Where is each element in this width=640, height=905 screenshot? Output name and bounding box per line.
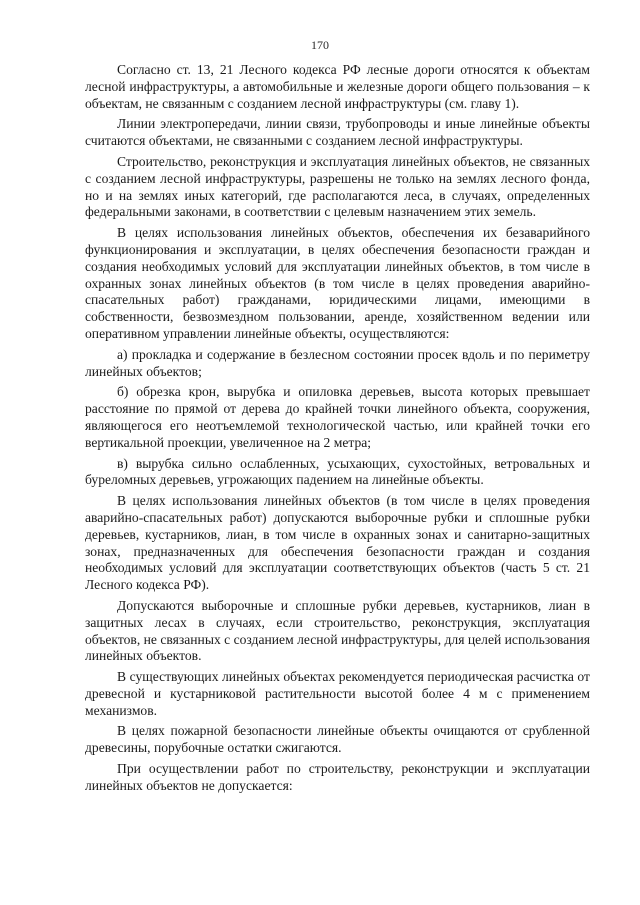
paragraph: Строительство, реконструкция и эксплуатация линейных объектов, не связанных с созданием лесной инфраструктуры, разрешены не только на землях лесного фонда, но и на землях иных категорий, где располагаются леса, в случаях, определенных федеральными законами, в соответствии с целевым назначением этих земель. bbox=[85, 153, 590, 220]
list-item: б) обрезка крон, вырубка и опиловка деревьев, высота которых превышает расстояние по прямой от дерева до крайней точки линейного объекта, сооружения, являющегося его неотъемлемой технологической частью, или крайней точки его вертикальной проекции, увеличенное на 2 метра; bbox=[85, 384, 590, 450]
page-number: 170 bbox=[311, 38, 329, 52]
list-item: в) вырубка сильно ослабленных, усыхающих, сухостойных, ветровальных и буреломных деревьев, угрожающих падением на линейные объекты. bbox=[85, 455, 590, 488]
paragraph: В целях использования линейных объектов, обеспечения их безаварийного функционирования и эксплуатации, в целях обеспечения безопасности граждан и создания необходимых условий для эксплуатации линейных объектов, в том числе в охранных зонах линейных объектов (в том числе в целях проведения аварийно-спасательных работ) гражданами, юридическими лицами, имеющими в собственности, безвозмездном пользовании, аренде, хозяйственном ведении или оперативном управлении линейные объекты, осуществляются: bbox=[85, 225, 590, 341]
paragraph: В целях использования линейных объектов (в том числе в целях проведения аварийно-спасательных работ) допускаются выборочные рубки и сплошные рубки деревьев, кустарников, лиан, в том числе в охранных зонах и санитарно-защитных зонах, предназначенных для обеспечения безопасности граждан и создания необходимых условий для эксплуатации соответствующих объектов (часть 5 ст. 21 Лесного кодекса РФ). bbox=[85, 493, 590, 593]
paragraph: Согласно ст. 13, 21 Лесного кодекса РФ лесные дороги относятся к объектам лесной инфраструктуры, а автомобильные и железные дороги общего пользования – к объектам, не связанным с созданием лесной инфраструктуры (см. главу 1). bbox=[85, 62, 590, 111]
paragraph: В целях пожарной безопасности линейные объекты очищаются от срубленной древесины, порубочные остатки сжигаются. bbox=[85, 723, 590, 756]
list-item: а) прокладка и содержание в безлесном состоянии просек вдоль и по периметру линейных объектов; bbox=[85, 346, 590, 379]
document-body bbox=[85, 62, 590, 799]
paragraph: В существующих линейных объектах рекомендуется периодическая расчистка от древесной и кустарниковой растительности высотой более 4 м с применением механизмов. bbox=[85, 669, 590, 718]
paragraph: При осуществлении работ по строительству, реконструкции и эксплуатации линейных объектов не допускается: bbox=[85, 761, 590, 793]
paragraph: Линии электропередачи, линии связи, трубопроводы и иные линейные объекты считаются объектами, не связанными с созданием лесной инфраструктуры. bbox=[85, 116, 590, 149]
paragraph: Допускаются выборочные и сплошные рубки деревьев, кустарников, лиан в защитных лесах в случаях, если строительство, реконструкция, эксплуатация объектов, не связанных с созданием лесной инфраструктуры, для целей использования линейных объектов. bbox=[85, 597, 590, 664]
